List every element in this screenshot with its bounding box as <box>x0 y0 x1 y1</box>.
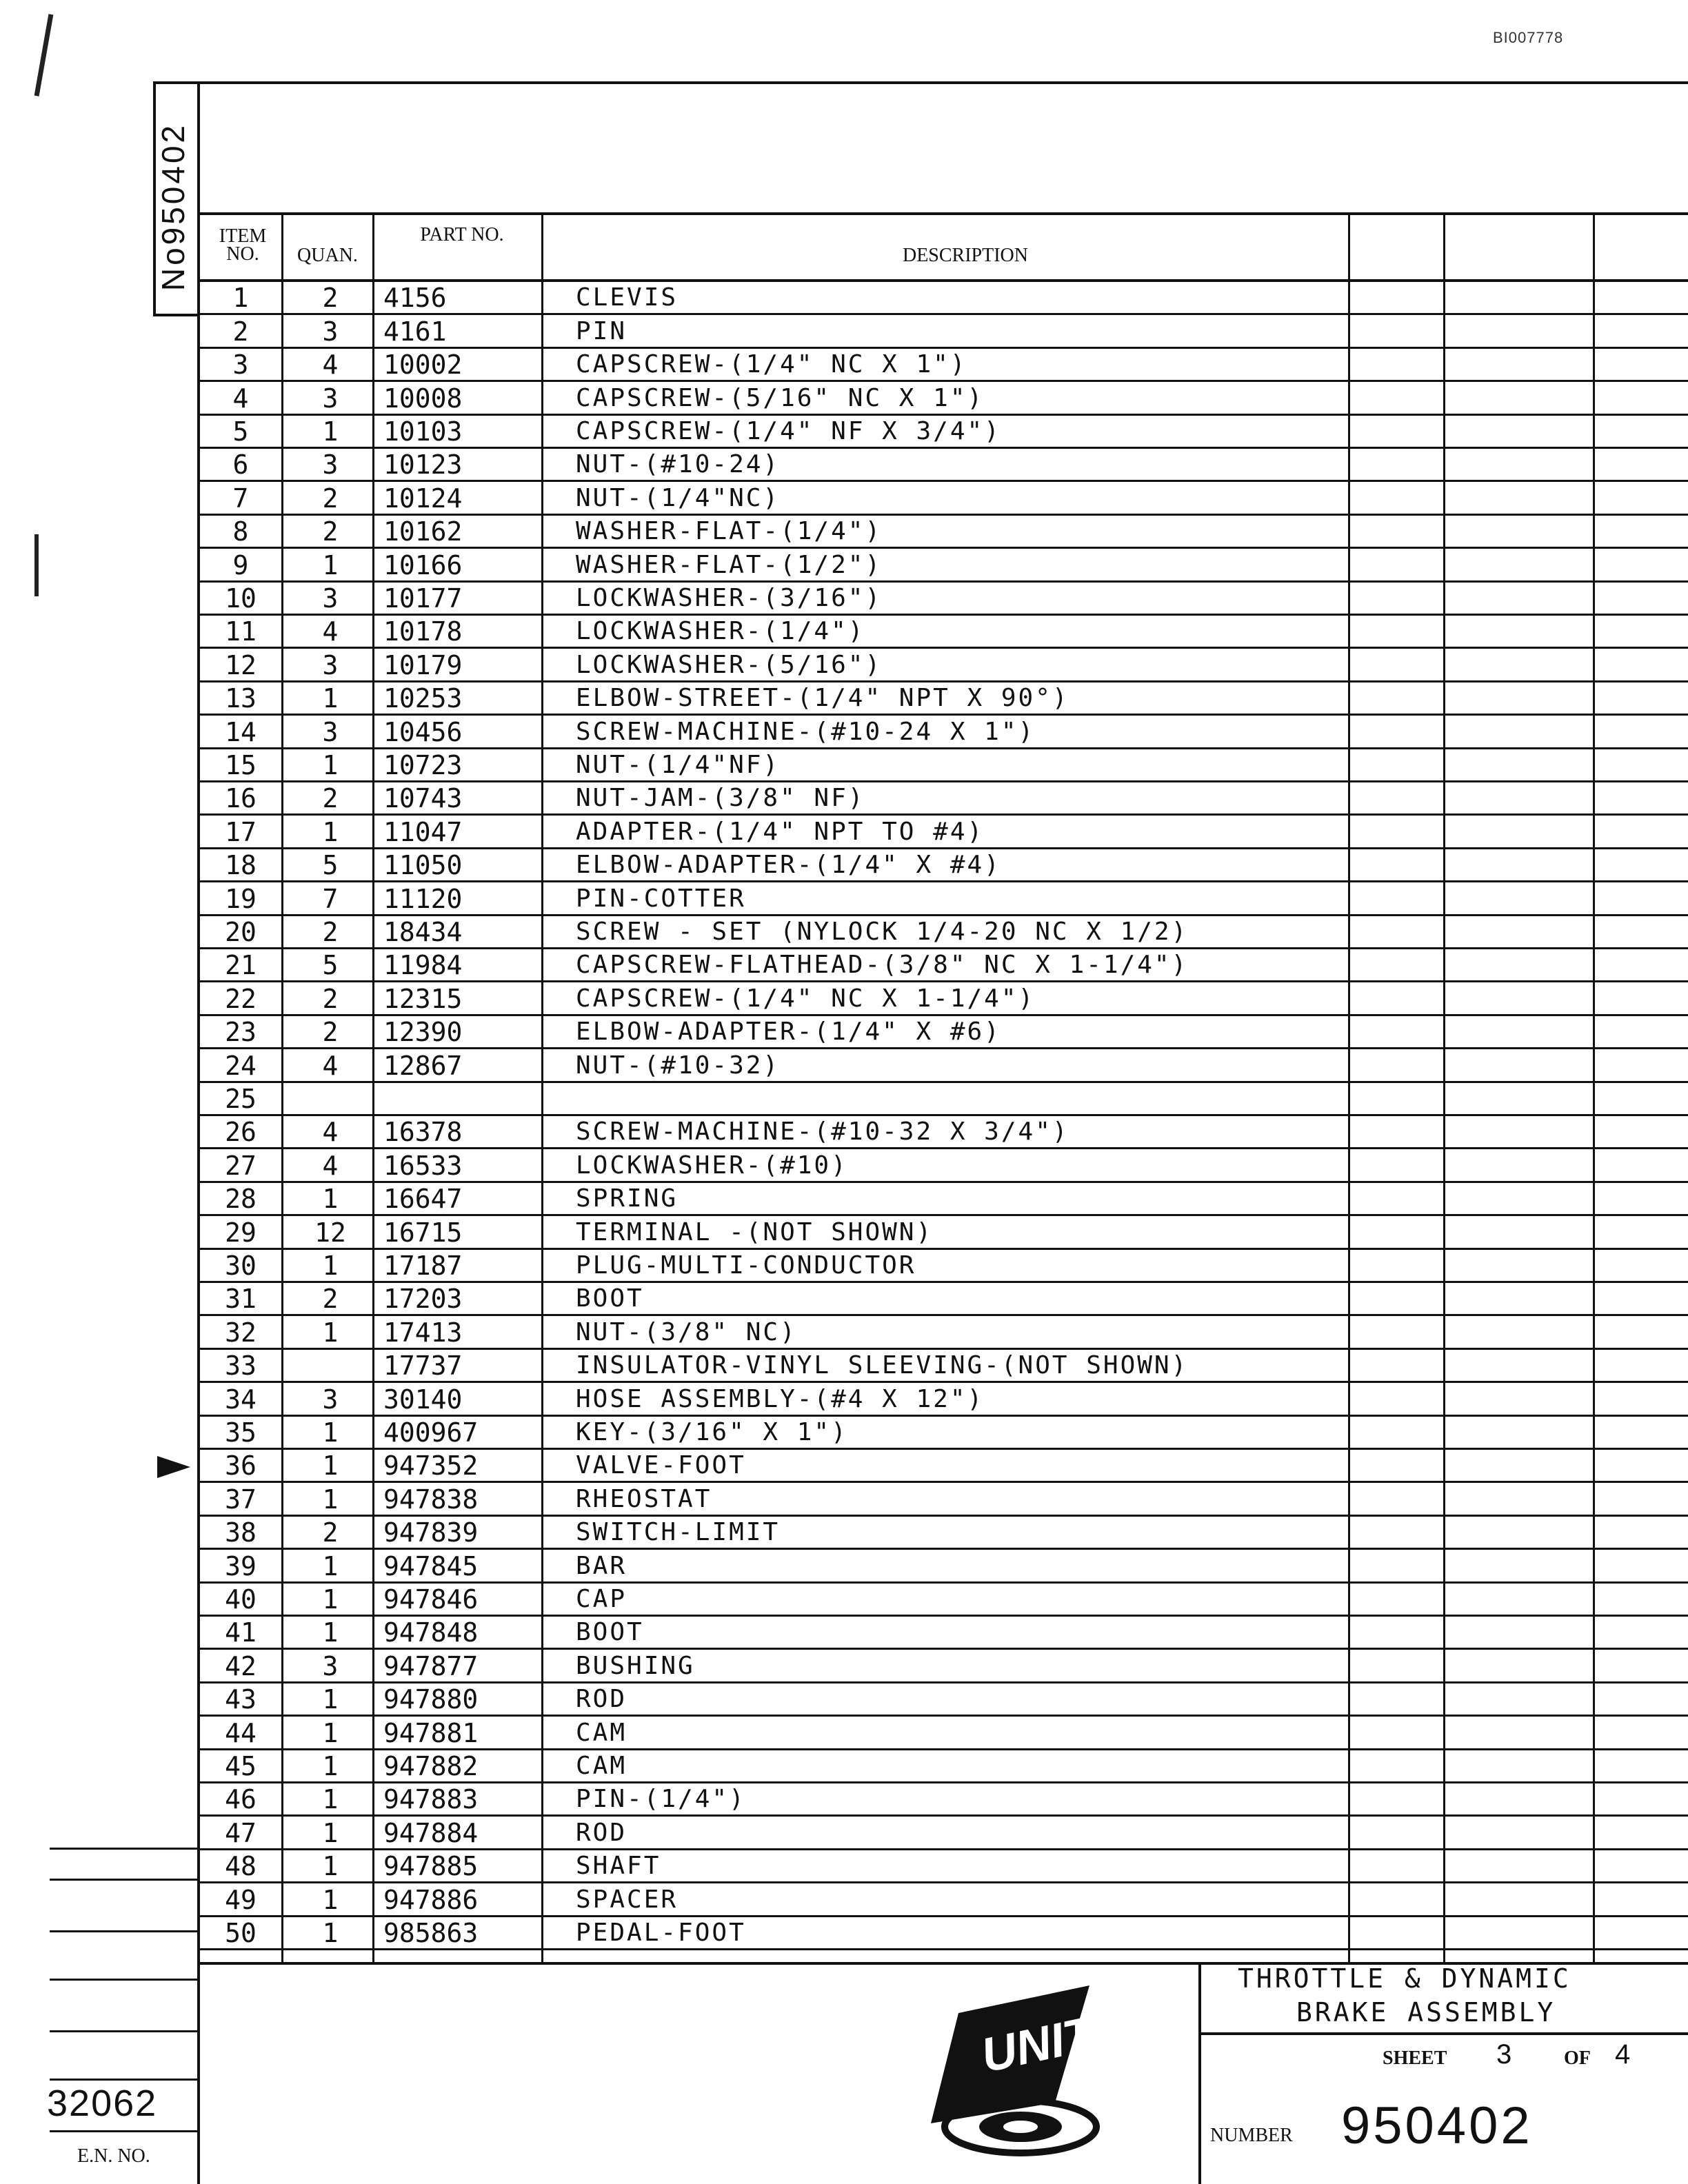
part-no-cell: 16715 <box>383 1217 463 1248</box>
description-cell: LOCKWASHER-(5/16") <box>576 650 883 679</box>
part-no-cell: 11984 <box>383 950 463 981</box>
quan-cell: 1 <box>322 1184 339 1215</box>
item-no-cell: 22 <box>225 983 257 1014</box>
sheet-number: 3 <box>1496 2039 1512 2070</box>
en-line-6 <box>50 2079 199 2081</box>
table-row <box>200 1483 1688 1516</box>
part-no-cell: 17187 <box>383 1250 463 1281</box>
quan-cell: 1 <box>322 416 339 447</box>
description-cell: CAPSCREW-(1/4" NF X 3/4") <box>576 416 1001 445</box>
item-no-cell: 13 <box>225 683 257 714</box>
table-row <box>200 382 1688 415</box>
quan-cell: 2 <box>322 1017 339 1048</box>
table-row <box>200 549 1688 582</box>
table-row <box>200 1684 1688 1717</box>
description-cell: ADAPTER-(1/4" NPT TO #4) <box>576 817 985 846</box>
quan-cell: 7 <box>322 883 339 914</box>
table-row <box>200 1517 1688 1550</box>
description-cell: BUSHING <box>576 1651 695 1680</box>
part-no-cell: 947846 <box>383 1584 479 1615</box>
quan-cell: 5 <box>322 850 339 881</box>
quan-cell: 1 <box>322 1550 339 1581</box>
en-label: E.N. NO. <box>77 2145 150 2167</box>
pen-mark <box>34 534 39 596</box>
description-cell: LOCKWASHER-(1/4") <box>576 617 865 646</box>
table-row <box>200 1417 1688 1450</box>
description-cell: CAPSCREW-(1/4" NC X 1-1/4") <box>576 984 1036 1013</box>
part-no-cell: 947880 <box>383 1684 479 1715</box>
quan-cell: 3 <box>322 1384 339 1415</box>
svg-text:UNIT RIG: UNIT RIG <box>976 1985 1195 2083</box>
quan-cell: 2 <box>322 916 339 947</box>
item-no-cell: 40 <box>225 1584 257 1615</box>
description-cell: ELBOW-STREET-(1/4" NPT X 90°) <box>576 684 1069 713</box>
part-no-cell: 10008 <box>383 383 463 414</box>
description-cell: LOCKWASHER-(#10) <box>576 1151 848 1180</box>
table-row <box>200 1584 1688 1617</box>
quan-cell: 3 <box>322 583 339 614</box>
description-cell: HOSE ASSEMBLY-(#4 X 12") <box>576 1384 985 1413</box>
item-no-cell: 1 <box>232 283 249 314</box>
description-cell: PIN-COTTER <box>576 884 746 913</box>
table-row <box>200 1550 1688 1583</box>
table-row <box>200 1850 1688 1883</box>
item-no-cell: 32 <box>225 1317 257 1348</box>
of-label: OF <box>1564 2048 1591 2069</box>
quan-cell: 2 <box>322 1517 339 1548</box>
part-no-cell: 17413 <box>383 1317 463 1348</box>
quan-cell: 1 <box>322 1851 339 1882</box>
part-no-cell: 12390 <box>383 1017 463 1048</box>
item-no-cell: 33 <box>225 1351 257 1382</box>
item-no-cell: 8 <box>232 516 249 547</box>
description-cell: SPRING <box>576 1184 679 1213</box>
quan-cell: 3 <box>322 383 339 414</box>
part-no-cell: 10177 <box>383 583 463 614</box>
part-no-cell: 10103 <box>383 416 463 447</box>
part-no-cell: 947848 <box>383 1617 479 1648</box>
description-cell: SCREW - SET (NYLOCK 1/4-20 NC X 1/2) <box>576 917 1189 946</box>
table-row <box>200 716 1688 749</box>
part-no-cell: 11050 <box>383 850 463 881</box>
description-cell: CLEVIS <box>576 283 679 312</box>
item-no-cell: 31 <box>225 1284 257 1315</box>
description-cell: ROD <box>576 1685 627 1714</box>
table-row <box>200 1783 1688 1817</box>
table-row <box>200 349 1688 382</box>
item-no-cell: 20 <box>225 916 257 947</box>
item-no-cell: 44 <box>225 1717 257 1748</box>
table-row <box>200 1917 1688 1950</box>
item-no-cell: 21 <box>225 950 257 981</box>
table-row <box>200 282 1688 315</box>
quan-cell: 2 <box>322 1284 339 1315</box>
part-no-cell: 16533 <box>383 1150 463 1181</box>
quan-cell: 2 <box>322 516 339 547</box>
table-row <box>200 882 1688 916</box>
table-row <box>200 1250 1688 1283</box>
description-cell: NUT-(3/8" NC) <box>576 1317 797 1346</box>
quan-cell: 1 <box>322 1684 339 1715</box>
item-no-cell: 47 <box>225 1817 257 1848</box>
part-no-cell: 947886 <box>383 1884 479 1915</box>
sheet-label: SHEET <box>1383 2048 1447 2069</box>
table-row <box>200 649 1688 682</box>
table-row <box>200 1883 1688 1917</box>
item-no-cell: 29 <box>225 1217 257 1248</box>
en-line-5 <box>50 2030 199 2032</box>
item-no-cell: 30 <box>225 1250 257 1281</box>
item-no-cell: 18 <box>225 850 257 881</box>
description-cell: ROD <box>576 1818 627 1847</box>
table-row <box>200 1283 1688 1316</box>
sheet-total: 4 <box>1615 2039 1631 2070</box>
quan-cell: 1 <box>322 1317 339 1348</box>
item-no-cell: 37 <box>225 1484 257 1515</box>
en-line-3 <box>50 1930 199 1932</box>
table-row <box>200 949 1688 982</box>
description-cell: SCREW-MACHINE-(#10-32 X 3/4") <box>576 1118 1069 1146</box>
description-cell: ELBOW-ADAPTER-(1/4" X #4) <box>576 851 1001 880</box>
description-cell: NUT-(1/4"NF) <box>576 750 781 779</box>
description-cell: VALVE-FOOT <box>576 1451 746 1480</box>
item-no-cell: 6 <box>232 449 249 481</box>
quan-cell: 1 <box>322 1817 339 1848</box>
item-no-cell: 26 <box>225 1117 257 1148</box>
quan-cell: 1 <box>322 549 339 580</box>
description-cell: CAPSCREW-(1/4" NC X 1") <box>576 350 967 379</box>
part-no-cell: 12867 <box>383 1050 463 1081</box>
part-no-cell: 985863 <box>383 1917 479 1948</box>
item-no-cell: 19 <box>225 883 257 914</box>
description-cell: KEY-(3/16" X 1") <box>576 1417 848 1446</box>
table-row <box>200 816 1688 849</box>
table-row <box>200 516 1688 549</box>
part-no-cell: 947882 <box>383 1750 479 1781</box>
title-line-1: THROTTLE & DYNAMIC <box>1238 1963 1571 1994</box>
item-no-cell: 34 <box>225 1384 257 1415</box>
item-no-cell: 45 <box>225 1750 257 1781</box>
quan-cell: 3 <box>322 316 339 347</box>
description-cell: PLUG-MULTI-CONDUCTOR <box>576 1251 916 1280</box>
item-no-cell: 23 <box>225 1017 257 1048</box>
table-row <box>200 782 1688 816</box>
description-cell: PIN-(1/4") <box>576 1785 746 1814</box>
header-item-no: ITEM NO. <box>219 225 267 265</box>
description-cell: BOOT <box>576 1618 644 1647</box>
frame-side-box-bottom <box>153 314 199 316</box>
side-drawing-number: No950402 <box>155 122 191 292</box>
description-cell: INSULATOR-VINYL SLEEVING-(NOT SHOWN) <box>576 1351 1189 1380</box>
quan-cell: 1 <box>322 816 339 847</box>
item-no-cell: 24 <box>225 1050 257 1081</box>
part-no-cell: 947838 <box>383 1484 479 1515</box>
header-part-no: PART NO. <box>420 224 504 245</box>
table-row <box>200 1316 1688 1349</box>
table-row <box>200 916 1688 949</box>
part-no-cell: 947877 <box>383 1650 479 1681</box>
part-no-cell: 947881 <box>383 1717 479 1748</box>
header-description: DESCRIPTION <box>902 245 1028 266</box>
description-cell: NUT-JAM-(3/8" NF) <box>576 784 865 813</box>
quan-cell: 3 <box>322 1650 339 1681</box>
quan-cell: 1 <box>322 1617 339 1648</box>
table-row <box>200 682 1688 716</box>
header-quan: QUAN. <box>297 245 358 266</box>
title-block-divider <box>1198 1962 1201 2184</box>
table-row <box>200 849 1688 882</box>
quan-cell: 4 <box>322 1050 339 1081</box>
quan-cell: 1 <box>322 1784 339 1815</box>
item-no-cell: 7 <box>232 483 249 514</box>
description-cell: NUT-(#10-24) <box>576 450 781 479</box>
quan-cell: 2 <box>322 283 339 314</box>
table-row <box>200 416 1688 449</box>
table-row <box>200 1350 1688 1383</box>
description-cell: CAM <box>576 1718 627 1747</box>
description-cell: CAPSCREW-(5/16" NC X 1") <box>576 383 985 412</box>
description-cell: ELBOW-ADAPTER-(1/4" X #6) <box>576 1018 1001 1046</box>
item-no-cell: 38 <box>225 1517 257 1548</box>
part-no-cell: 400967 <box>383 1417 479 1448</box>
quan-cell: 1 <box>322 1484 339 1515</box>
part-no-cell: 10178 <box>383 616 463 647</box>
table-row <box>200 1183 1688 1216</box>
pen-mark <box>157 1456 190 1478</box>
quan-cell: 3 <box>322 449 339 481</box>
table-row <box>200 1216 1688 1249</box>
part-no-cell: 947845 <box>383 1550 479 1581</box>
item-no-cell: 17 <box>225 816 257 847</box>
part-no-cell: 10723 <box>383 749 463 780</box>
table-row <box>200 1049 1688 1082</box>
table-row <box>200 583 1688 616</box>
item-no-cell: 5 <box>232 416 249 447</box>
part-no-cell: 10456 <box>383 716 463 747</box>
part-no-cell: 10123 <box>383 449 463 481</box>
item-no-cell: 4 <box>232 383 249 414</box>
quan-cell: 3 <box>322 649 339 680</box>
part-no-cell: 16647 <box>383 1184 463 1215</box>
item-no-cell: 43 <box>225 1684 257 1715</box>
quan-cell: 12 <box>314 1217 346 1248</box>
part-no-cell: 947839 <box>383 1517 479 1548</box>
item-no-cell: 50 <box>225 1917 257 1948</box>
quan-cell: 4 <box>322 350 339 381</box>
part-no-cell: 947352 <box>383 1450 479 1482</box>
part-no-cell: 10162 <box>383 516 463 547</box>
quan-cell: 1 <box>322 1717 339 1748</box>
en-line-1 <box>50 1848 199 1850</box>
part-no-cell: 4156 <box>383 283 447 314</box>
pen-mark <box>34 14 54 96</box>
table-row <box>200 1817 1688 1850</box>
description-cell: SCREW-MACHINE-(#10-24 X 1") <box>576 717 1036 746</box>
table-row <box>200 449 1688 482</box>
part-no-cell: 10253 <box>383 683 463 714</box>
item-no-cell: 39 <box>225 1550 257 1581</box>
table-row <box>200 749 1688 782</box>
table-row <box>200 1750 1688 1783</box>
quan-cell: 1 <box>322 683 339 714</box>
description-cell: TERMINAL -(NOT SHOWN) <box>576 1217 934 1246</box>
quan-cell: 1 <box>322 1884 339 1915</box>
part-no-cell: 12315 <box>383 983 463 1014</box>
part-no-cell: 4161 <box>383 316 447 347</box>
number-label: NUMBER <box>1210 2125 1293 2146</box>
description-cell: NUT-(1/4"NC) <box>576 483 781 512</box>
table-row <box>200 1116 1688 1149</box>
en-line-2 <box>50 1879 199 1881</box>
quan-cell: 2 <box>322 783 339 814</box>
item-no-cell: 42 <box>225 1650 257 1681</box>
item-no-cell: 25 <box>225 1083 257 1114</box>
item-no-cell: 41 <box>225 1617 257 1648</box>
item-no-cell: 14 <box>225 716 257 747</box>
quan-cell: 5 <box>322 950 339 981</box>
part-no-cell: 11120 <box>383 883 463 914</box>
item-no-cell: 28 <box>225 1184 257 1215</box>
quan-cell: 3 <box>322 716 339 747</box>
quan-cell: 1 <box>322 1450 339 1482</box>
part-no-cell: 947884 <box>383 1817 479 1848</box>
description-cell: RHEOSTAT <box>576 1484 712 1513</box>
description-cell: LOCKWASHER-(3/16") <box>576 583 883 612</box>
item-no-cell: 12 <box>225 649 257 680</box>
part-no-cell: 10166 <box>383 549 463 580</box>
item-no-cell: 2 <box>232 316 249 347</box>
item-no-cell: 48 <box>225 1851 257 1882</box>
description-cell: SWITCH-LIMIT <box>576 1518 781 1547</box>
quan-cell: 1 <box>322 1584 339 1615</box>
quan-cell: 4 <box>322 616 339 647</box>
item-no-cell: 49 <box>225 1884 257 1915</box>
quan-cell: 4 <box>322 1150 339 1181</box>
part-no-cell: 10743 <box>383 783 463 814</box>
en-number: 32062 <box>47 2083 158 2124</box>
table-row <box>200 1717 1688 1750</box>
table-row <box>200 616 1688 649</box>
document-id: BI007778 <box>1493 29 1564 46</box>
quan-cell: 2 <box>322 983 339 1014</box>
quan-cell: 1 <box>322 749 339 780</box>
header-top-line <box>200 212 1688 215</box>
part-no-cell: 947883 <box>383 1784 479 1815</box>
item-no-cell: 36 <box>225 1450 257 1482</box>
part-no-cell: 10002 <box>383 350 463 381</box>
part-no-cell: 30140 <box>383 1384 463 1415</box>
item-no-cell: 16 <box>225 783 257 814</box>
description-cell: SPACER <box>576 1885 679 1914</box>
description-cell: WASHER-FLAT-(1/4") <box>576 517 883 546</box>
item-no-cell: 15 <box>225 749 257 780</box>
description-cell: CAM <box>576 1751 627 1780</box>
part-no-cell: 17737 <box>383 1351 463 1382</box>
quan-cell: 4 <box>322 1117 339 1148</box>
en-line-4 <box>50 1979 199 1981</box>
quan-cell: 1 <box>322 1917 339 1948</box>
description-cell: BOOT <box>576 1284 644 1313</box>
quan-cell: 2 <box>322 483 339 514</box>
quan-cell: 1 <box>322 1417 339 1448</box>
table-row <box>200 482 1688 515</box>
table-row <box>200 1149 1688 1182</box>
table-row <box>200 1617 1688 1650</box>
part-no-cell: 18434 <box>383 916 463 947</box>
en-line-7 <box>50 2130 199 2132</box>
unit-rig-logo <box>917 1985 1195 2158</box>
item-no-cell: 10 <box>225 583 257 614</box>
item-no-cell: 46 <box>225 1784 257 1815</box>
item-no-cell: 35 <box>225 1417 257 1448</box>
part-no-cell: 947885 <box>383 1851 479 1882</box>
item-no-cell: 27 <box>225 1150 257 1181</box>
description-cell: BAR <box>576 1551 627 1580</box>
description-cell: CAP <box>576 1584 627 1613</box>
description-cell: CAPSCREW-FLATHEAD-(3/8" NC X 1-1/4") <box>576 951 1189 980</box>
table-row <box>200 1083 1688 1116</box>
description-cell: PEDAL-FOOT <box>576 1918 746 1947</box>
part-no-cell: 10179 <box>383 649 463 680</box>
table-row <box>200 1016 1688 1049</box>
description-cell: NUT-(#10-32) <box>576 1051 781 1080</box>
item-no-cell: 11 <box>225 616 257 647</box>
title-block-mid <box>1198 2032 1688 2035</box>
part-no-cell: 11047 <box>383 816 463 847</box>
item-no-cell: 9 <box>232 549 249 580</box>
table-row <box>200 315 1688 348</box>
description-cell: SHAFT <box>576 1852 661 1881</box>
description-cell: WASHER-FLAT-(1/2") <box>576 550 883 579</box>
table-row <box>200 1450 1688 1483</box>
quan-cell: 1 <box>322 1250 339 1281</box>
item-no-cell: 3 <box>232 350 249 381</box>
drawing-number: 950402 <box>1341 2096 1533 2155</box>
part-no-cell: 16378 <box>383 1117 463 1148</box>
part-no-cell: 10124 <box>383 483 463 514</box>
title-line-2: BRAKE ASSEMBLY <box>1296 1997 1556 2028</box>
quan-cell: 1 <box>322 1750 339 1781</box>
table-row <box>200 1383 1688 1416</box>
frame-top <box>153 81 1688 84</box>
table-row <box>200 1650 1688 1683</box>
description-cell: PIN <box>576 316 627 345</box>
part-no-cell: 17203 <box>383 1284 463 1315</box>
table-row <box>200 982 1688 1015</box>
